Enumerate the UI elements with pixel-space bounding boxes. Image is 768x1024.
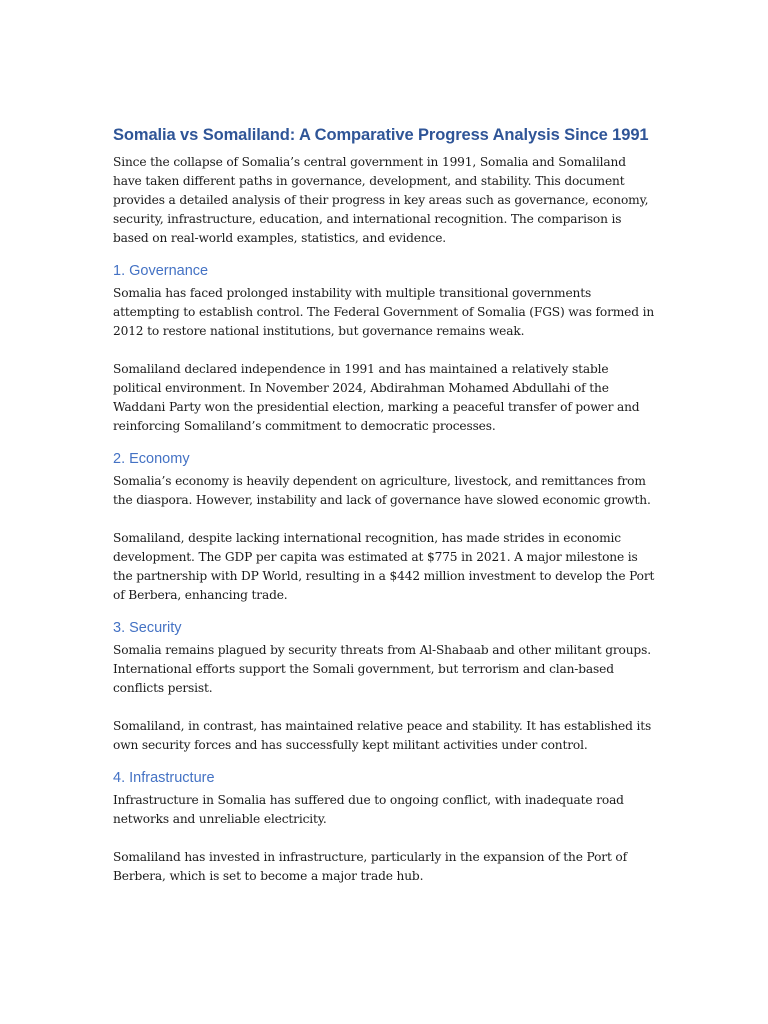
paragraph-somalia-governance: Somalia has faced prolonged instability with multiple transitional governments attempting to establish control. The Federal Government of Somalia (FGS) was formed in 2012 to restore national institutions, but governance remains weak. bbox=[113, 286, 655, 338]
intro-paragraph: Since the collapse of Somalia’s central government in 1991, Somalia and Somaliland have taken different paths in governance, development, and stability. This document provides a detailed analysis of their progress in key areas such as governance, economy, security, infrastructure, education, and international recognition. The comparison is based on real-world examples, statistics, and evidence. bbox=[113, 155, 649, 245]
paragraph-somalia-security: Somalia remains plagued by security threats from Al-Shabaab and other militant groups. International efforts support the Somali government, but terrorism and clan-based conflicts persist. bbox=[113, 643, 651, 695]
section-heading-security: 3. Security bbox=[113, 620, 182, 636]
section-infrastructure bbox=[113, 768, 658, 886]
paragraph-somaliland-economy: Somaliland, despite lacking international recognition, has made strides in economic development. The GDP per capita was estimated at $775 in 2021. A major milestone is the partnership with DP World, resulting in a $442 million investment to develop the Port of Berbera, enhancing trade. bbox=[113, 531, 655, 602]
paragraph-somaliland-infrastructure: Somaliland has invested in infrastructure, particularly in the expansion of the Port of Berbera, which is set to become a major trade hub. bbox=[113, 850, 627, 883]
paragraph-somalia-economy: Somalia’s economy is heavily dependent on agriculture, livestock, and remittances from the diaspora. However, instability and lack of governance have slowed economic growth. bbox=[113, 474, 651, 507]
section-governance bbox=[113, 261, 658, 436]
section-security bbox=[113, 618, 658, 755]
document-page bbox=[113, 122, 658, 886]
section-heading-infrastructure: 4. Infrastructure bbox=[113, 770, 215, 786]
paragraph-somaliland-security: Somaliland, in contrast, has maintained relative peace and stability. It has established its own security forces and has successfully kept militant activities under control. bbox=[113, 719, 652, 752]
section-heading-economy: 2. Economy bbox=[113, 451, 190, 467]
paragraph-somaliland-governance: Somaliland declared independence in 1991 and has maintained a relatively stable political environment. In November 2024, Abdirahman Mohamed Abdullahi of the Waddani Party won the presidential election, marking a peaceful transfer of power and reinforcing Somaliland’s commitment to democratic processes. bbox=[113, 362, 640, 433]
section-heading-governance: 1. Governance bbox=[113, 263, 209, 279]
paragraph-somalia-infrastructure: Infrastructure in Somalia has suffered due to ongoing conflict, with inadequate road networks and unreliable electricity. bbox=[113, 793, 624, 826]
section-economy bbox=[113, 449, 658, 605]
document-title: Somalia vs Somaliland: A Comparative Progress Analysis Since 1991 bbox=[113, 126, 649, 144]
